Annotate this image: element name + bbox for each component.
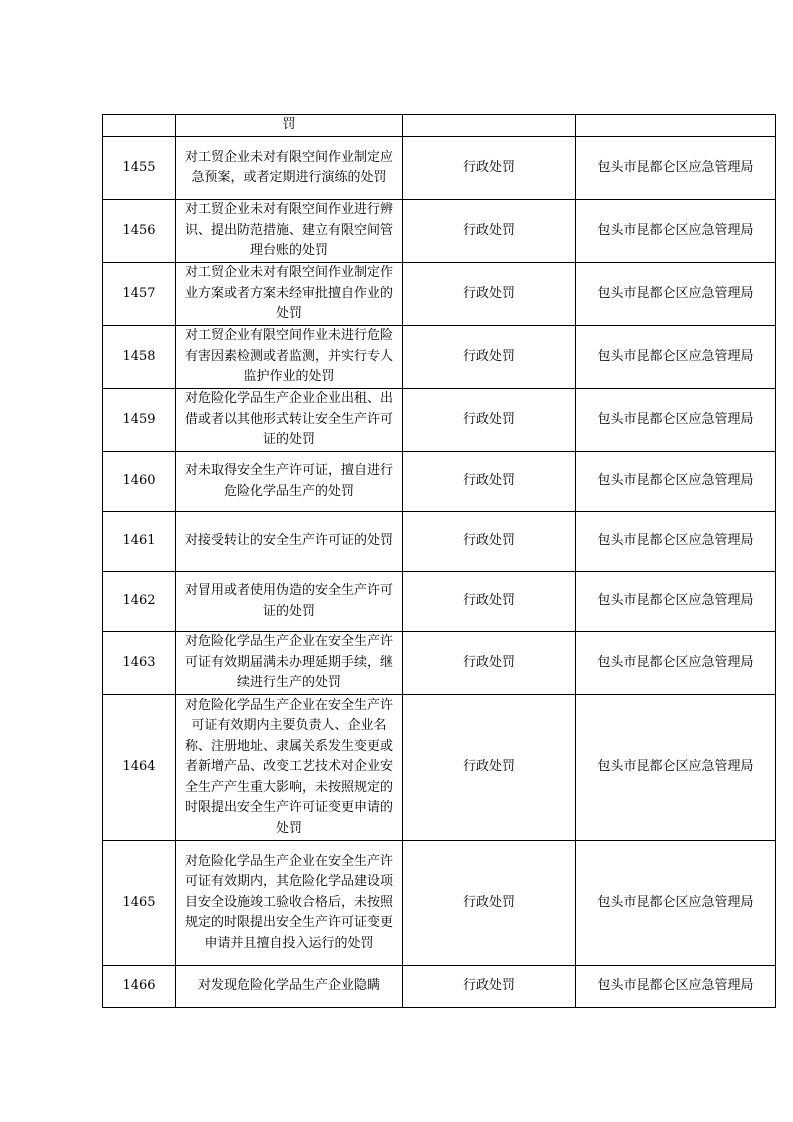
category-cell: [403, 115, 576, 137]
table-row: [103, 115, 776, 137]
category-cell: 行政处罚: [403, 326, 576, 389]
row-number-cell: 1460: [103, 452, 176, 512]
table-body: [103, 115, 776, 1008]
table-row: [103, 263, 776, 326]
row-number-cell: 1455: [103, 137, 176, 200]
table-row: [103, 572, 776, 632]
department-cell: 包头市昆都仑区应急管理局: [576, 695, 776, 841]
table-row: [103, 841, 776, 966]
penalty-item-cell: 对工贸企业有限空间作业未进行危险有害因素检测或者监测，并实行专人监护作业的处罚: [176, 326, 403, 389]
table-row: [103, 512, 776, 572]
row-number-cell: [103, 115, 176, 137]
penalty-item-cell: 对危险化学品生产企业企业出租、出借或者以其他形式转让安全生产许可证的处罚: [176, 389, 403, 452]
category-cell: 行政处罚: [403, 263, 576, 326]
department-cell: 包头市昆都仑区应急管理局: [576, 452, 776, 512]
row-number-cell: 1461: [103, 512, 176, 572]
table-row: [103, 452, 776, 512]
category-cell: 行政处罚: [403, 966, 576, 1008]
department-cell: 包头市昆都仑区应急管理局: [576, 512, 776, 572]
category-cell: 行政处罚: [403, 389, 576, 452]
table-row: [103, 137, 776, 200]
category-cell: 行政处罚: [403, 632, 576, 695]
department-cell: 包头市昆都仑区应急管理局: [576, 200, 776, 263]
category-cell: 行政处罚: [403, 452, 576, 512]
department-cell: 包头市昆都仑区应急管理局: [576, 572, 776, 632]
department-cell: 包头市昆都仑区应急管理局: [576, 966, 776, 1008]
penalty-item-cell: 对接受转让的安全生产许可证的处罚: [176, 512, 403, 572]
row-number-cell: 1457: [103, 263, 176, 326]
department-cell: 包头市昆都仑区应急管理局: [576, 137, 776, 200]
row-number-cell: 1456: [103, 200, 176, 263]
department-cell: 包头市昆都仑区应急管理局: [576, 263, 776, 326]
category-cell: 行政处罚: [403, 695, 576, 841]
penalty-item-cell: 对危险化学品生产企业在安全生产许可证有效期内主要负责人、企业名称、注册地址、隶属关系发生变更或者新增产品、改变工艺技术对企业安全生产产生重大影响，未按照规定的时限提出安全生产许可证变更申请的处罚: [176, 695, 403, 841]
category-cell: 行政处罚: [403, 841, 576, 966]
table-row: [103, 389, 776, 452]
row-number-cell: 1462: [103, 572, 176, 632]
row-number-cell: 1465: [103, 841, 176, 966]
table-row: [103, 632, 776, 695]
penalty-item-cell: 对工贸企业未对有限空间作业制定应急预案，或者定期进行演练的处罚: [176, 137, 403, 200]
table-row: [103, 326, 776, 389]
row-number-cell: 1466: [103, 966, 176, 1008]
row-number-cell: 1463: [103, 632, 176, 695]
row-number-cell: 1458: [103, 326, 176, 389]
penalty-item-cell: 对冒用或者使用伪造的安全生产许可证的处罚: [176, 572, 403, 632]
table-row: [103, 966, 776, 1008]
row-number-cell: 1464: [103, 695, 176, 841]
category-cell: 行政处罚: [403, 512, 576, 572]
penalty-item-cell: 对危险化学品生产企业在安全生产许可证有效期届满未办理延期手续，继续进行生产的处罚: [176, 632, 403, 695]
category-cell: 行政处罚: [403, 572, 576, 632]
category-cell: 行政处罚: [403, 137, 576, 200]
penalty-item-cell: 罚: [176, 115, 403, 137]
penalty-item-cell: 对发现危险化学品生产企业隐瞒: [176, 966, 403, 1008]
penalty-item-cell: 对危险化学品生产企业在安全生产许可证有效期内，其危险化学品建设项目安全设施竣工验收合格后，未按照规定的时限提出安全生产许可证变更申请并且擅自投入运行的处罚: [176, 841, 403, 966]
penalty-table: [102, 114, 776, 1008]
table-row: [103, 200, 776, 263]
department-cell: 包头市昆都仑区应急管理局: [576, 632, 776, 695]
penalty-item-cell: 对工贸企业未对有限空间作业进行辨识、提出防范措施、建立有限空间管理台账的处罚: [176, 200, 403, 263]
category-cell: 行政处罚: [403, 200, 576, 263]
department-cell: 包头市昆都仑区应急管理局: [576, 389, 776, 452]
department-cell: 包头市昆都仑区应急管理局: [576, 841, 776, 966]
row-number-cell: 1459: [103, 389, 176, 452]
penalty-item-cell: 对工贸企业未对有限空间作业制定作业方案或者方案未经审批擅自作业的处罚: [176, 263, 403, 326]
penalty-item-cell: 对未取得安全生产许可证，擅自进行危险化学品生产的处罚: [176, 452, 403, 512]
department-cell: 包头市昆都仑区应急管理局: [576, 326, 776, 389]
department-cell: [576, 115, 776, 137]
table-row: [103, 695, 776, 841]
